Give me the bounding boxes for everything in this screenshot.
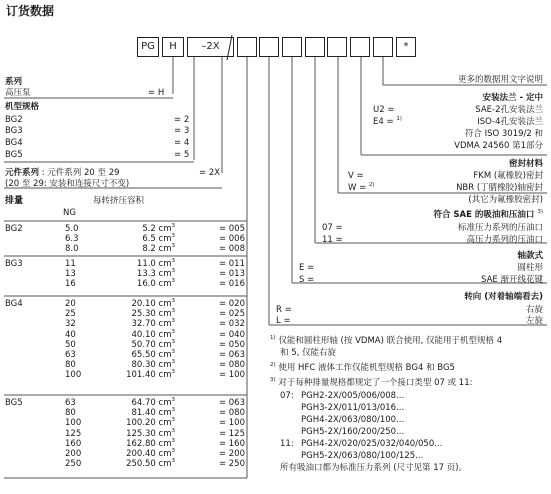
seal-w-text: NBR (丁腈橡胶)轴密封 bbox=[456, 183, 543, 193]
size-bg3-code: = 3 bbox=[174, 126, 190, 136]
port-11-text: 高压力系列的压油口 bbox=[466, 235, 543, 245]
ng-value: 25 bbox=[65, 309, 76, 320]
volume-value: 20.10 $cm^3$ bbox=[131, 298, 175, 309]
size-title: 机型规格 bbox=[5, 102, 40, 112]
component-line1-text: : 元件系列 20 至 29 bbox=[41, 168, 120, 178]
ng-value: 125 bbox=[65, 428, 82, 439]
ng-value: 200 bbox=[65, 449, 82, 460]
displacement-code: = 200 bbox=[218, 449, 245, 460]
displacement-group-bg4 bbox=[5, 299, 245, 381]
group-name bbox=[5, 360, 65, 370]
flange-title: 安装法兰 - 定中 bbox=[482, 93, 543, 103]
size-bg4-code: = 4 bbox=[174, 138, 190, 148]
port-07-code: 07 = bbox=[322, 223, 343, 233]
footnote-2: $^{2)}$ 使用 HFC 液体工作仅能机型规格 BG4 和 BG5 bbox=[270, 362, 455, 373]
table-row bbox=[5, 350, 245, 360]
displacement-code: = 011 bbox=[218, 259, 245, 269]
ng-value: 160 bbox=[65, 438, 82, 449]
group-name: BG4 bbox=[5, 299, 23, 309]
code-box-pg: PG bbox=[137, 37, 159, 57]
flange-u2-text: SAE-2孔安装法兰 bbox=[475, 105, 543, 115]
seal-title: 密封材料 bbox=[508, 159, 543, 169]
shaft-s-text: SAE 渐开线花键 bbox=[481, 275, 543, 285]
group-name bbox=[5, 459, 65, 469]
footnote-3-11-line: PGH5-2X/063/080/100/125... bbox=[301, 451, 424, 461]
table-row bbox=[5, 408, 245, 418]
ng-value: 80 bbox=[65, 360, 76, 371]
footnote-3-07-line: PGH5-2X/160/200/250... bbox=[301, 427, 405, 437]
ng-value: 5.0 bbox=[65, 224, 79, 234]
displacement-code: = 013 bbox=[218, 269, 245, 280]
volume-value: 200.40 $cm^3$ bbox=[126, 448, 175, 460]
footnote-3-last: 所有吸油口都为标准压力系列 (尺寸见第 17 页)。 bbox=[280, 463, 468, 473]
group-name bbox=[5, 418, 65, 428]
size-bg5-code: = 5 bbox=[174, 150, 190, 160]
volume-value: 80.30 $cm^3$ bbox=[131, 359, 175, 371]
size-bg5: BG5 bbox=[5, 150, 23, 160]
volume-value: 65.50 $cm^3$ bbox=[131, 349, 175, 361]
group-name bbox=[5, 319, 65, 329]
table-row bbox=[5, 319, 245, 329]
displacement-group-bg2 bbox=[5, 224, 245, 255]
volume-value: 101.40 $cm^3$ bbox=[126, 369, 175, 381]
more-info-label: 更多的数据用文字说明 bbox=[457, 75, 543, 85]
volume-value: 25.30 $cm^3$ bbox=[131, 308, 175, 320]
footnote-1: $^{1)}$ 仅能和圆柱形轴 (按 VDMA) 联合使用, 仅能用于机型规格 4 和 5, 仅能右旋 bbox=[270, 335, 503, 358]
footnote-3-11-label: 11: bbox=[280, 439, 294, 449]
rotation-title: 转向 (对着轴端看去) bbox=[464, 292, 543, 302]
displacement-code: = 016 bbox=[218, 279, 245, 290]
rotation-l-code: L = bbox=[276, 316, 291, 326]
displacement-code: = 025 bbox=[218, 309, 245, 320]
displacement-code: = 032 bbox=[218, 319, 245, 330]
component-title: 元件系列 bbox=[5, 168, 40, 178]
ng-value: 40 bbox=[65, 329, 76, 340]
ng-value: 80 bbox=[65, 408, 76, 419]
port-07-text: 标准压力系列的压油口 bbox=[457, 223, 543, 233]
ng-value: 20 bbox=[65, 299, 76, 309]
displacement-code: = 040 bbox=[218, 329, 245, 340]
volume-value: 50.70 $cm^3$ bbox=[131, 338, 175, 350]
seal-w-text2: (其它为氟橡胶密封) bbox=[468, 195, 543, 205]
group-name bbox=[5, 370, 65, 380]
shaft-title: 轴款式 bbox=[517, 251, 543, 261]
seal-v-code: V = bbox=[348, 171, 364, 181]
rotation-l-text: 左旋 bbox=[525, 316, 543, 326]
rotation-r-code: R = bbox=[276, 305, 292, 315]
volume-value: 40.10 $cm^3$ bbox=[131, 328, 175, 340]
flange-e4-code: E4 = $^{1)}$ bbox=[373, 116, 402, 127]
displacement-vol-title: 每转挤压容积 bbox=[93, 196, 145, 206]
volume-value: 81.40 $cm^3$ bbox=[131, 407, 175, 419]
ng-value: 100 bbox=[65, 370, 82, 381]
flange-e4-text: ISO-4孔安装法兰 bbox=[477, 117, 543, 127]
group-name bbox=[5, 350, 65, 360]
footnote-3-07-line: PGH2-2X/005/006/008... bbox=[301, 391, 405, 401]
ng-value: 63 bbox=[65, 398, 76, 408]
displacement-code: = 080 bbox=[218, 360, 245, 371]
group-name bbox=[5, 439, 65, 449]
series-item: 高压泵 bbox=[5, 88, 31, 98]
table-row bbox=[5, 224, 245, 234]
volume-value: 100.20 $cm^3$ bbox=[126, 417, 175, 429]
group-name bbox=[5, 429, 65, 439]
flange-e4-text2: 符合 ISO 3019/2 和 bbox=[464, 129, 543, 139]
seal-v-text: FKM (氟橡胶)密封 bbox=[473, 171, 543, 181]
ng-value: 250 bbox=[65, 459, 82, 470]
table-row bbox=[5, 370, 245, 380]
group-name bbox=[5, 269, 65, 279]
table-row bbox=[5, 459, 245, 469]
rotation-r-text: 右旋 bbox=[525, 305, 543, 315]
code-box-h: H bbox=[162, 37, 184, 57]
shaft-e-text: 圆柱形 bbox=[517, 263, 543, 273]
size-bg3: BG3 bbox=[5, 126, 23, 136]
table-row bbox=[5, 299, 245, 309]
volume-value: 162.80 $cm^3$ bbox=[126, 437, 175, 449]
table-row bbox=[5, 244, 245, 254]
ng-value: 63 bbox=[65, 350, 76, 361]
displacement-code: = 160 bbox=[218, 438, 245, 449]
displacement-code: = 125 bbox=[218, 428, 245, 439]
size-bg2-code: = 2 bbox=[174, 115, 190, 125]
shaft-s-code: S = bbox=[299, 275, 315, 285]
ng-value: 11 bbox=[65, 259, 76, 269]
group-name bbox=[5, 408, 65, 418]
group-name bbox=[5, 279, 65, 289]
flange-e4-text3: VDMA 24560 第1部分 bbox=[454, 141, 543, 151]
size-bg2: BG2 bbox=[5, 115, 23, 125]
displacement-code: = 100 bbox=[218, 370, 245, 381]
displacement-code: = 050 bbox=[218, 339, 245, 350]
displacement-group-bg5 bbox=[5, 398, 245, 469]
displacement-code: = 005 bbox=[218, 224, 245, 234]
volume-value: 8.2 $cm^3$ bbox=[142, 243, 175, 255]
table-row bbox=[5, 360, 245, 370]
group-name bbox=[5, 449, 65, 459]
ng-value: 100 bbox=[65, 418, 82, 429]
displacement-code: = 063 bbox=[218, 350, 245, 361]
volume-value: 32.70 $cm^3$ bbox=[131, 318, 175, 330]
table-row bbox=[5, 449, 245, 459]
ng-value: 6.3 bbox=[65, 234, 79, 245]
table-row bbox=[5, 309, 245, 319]
group-name bbox=[5, 330, 65, 340]
displacement-code: = 250 bbox=[218, 459, 245, 470]
table-row bbox=[5, 418, 245, 428]
table-row bbox=[5, 330, 245, 340]
volume-value: 5.2 $cm^3$ bbox=[142, 223, 175, 234]
volume-value: 125.30 $cm^3$ bbox=[126, 427, 175, 439]
seal-w-code: W = $^{2)}$ bbox=[348, 182, 375, 193]
displacement-group-bg3 bbox=[5, 259, 245, 290]
series-code: = H bbox=[148, 88, 165, 98]
flange-u2-code: U2 = bbox=[373, 105, 395, 115]
size-bg4: BG4 bbox=[5, 138, 23, 148]
table-row bbox=[5, 398, 245, 408]
series-title: 系列 bbox=[5, 77, 23, 87]
footnote-3-07-label: 07: bbox=[280, 391, 294, 401]
footnote-3-11-line: PGH4-2X/020/025/032/040/050... bbox=[301, 439, 443, 449]
shaft-e-code: E = bbox=[299, 263, 315, 273]
ng-value: 16 bbox=[65, 279, 76, 290]
group-name: BG3 bbox=[5, 259, 23, 269]
volume-value: 64.70 $cm^3$ bbox=[131, 397, 175, 408]
group-name bbox=[5, 244, 65, 254]
component-line2: (20 至 29: 安装和连接尺寸不变) bbox=[5, 179, 130, 189]
volume-value: 11.0 $cm^3$ bbox=[136, 258, 175, 269]
component-series-line1 bbox=[5, 168, 120, 179]
code-box-more: * bbox=[396, 37, 416, 57]
displacement-code: = 080 bbox=[218, 408, 245, 419]
footnote-3: $^{3)}$ 对于每种排量规格都规定了一个接口类型 07 或 11: bbox=[270, 377, 473, 388]
group-name bbox=[5, 340, 65, 350]
volume-value: 6.5 $cm^3$ bbox=[142, 233, 175, 245]
volume-value: 13.3 $cm^3$ bbox=[136, 268, 175, 280]
footnote-3-07-line: PGH3-2X/011/013/016... bbox=[301, 403, 405, 413]
table-row bbox=[5, 259, 245, 269]
displacement-title: 排量 bbox=[5, 196, 24, 206]
group-name bbox=[5, 309, 65, 319]
page-title: 订货数据 bbox=[6, 4, 55, 18]
group-name bbox=[5, 234, 65, 244]
port-title: 符合 SAE 的吸油和压油口 $^{3)}$ bbox=[433, 209, 543, 220]
group-name: BG5 bbox=[5, 398, 23, 408]
displacement-code: = 008 bbox=[218, 244, 245, 255]
component-code: = 2X bbox=[199, 168, 221, 178]
ng-header: NG bbox=[63, 208, 76, 218]
table-row bbox=[5, 269, 245, 279]
displacement-code: = 100 bbox=[218, 418, 245, 429]
displacement-code: = 020 bbox=[218, 299, 245, 309]
ng-value: 13 bbox=[65, 269, 76, 280]
footnote-3-07-line: PGH4-2X/063/080/100... bbox=[301, 415, 405, 425]
table-row bbox=[5, 234, 245, 244]
table-row bbox=[5, 340, 245, 350]
volume-value: 250.50 $cm^3$ bbox=[126, 458, 175, 470]
table-row bbox=[5, 439, 245, 449]
group-name: BG2 bbox=[5, 224, 23, 234]
ng-value: 32 bbox=[65, 319, 76, 330]
volume-value: 16.0 $cm^3$ bbox=[136, 278, 175, 290]
table-row bbox=[5, 429, 245, 439]
port-11-code: 11 = bbox=[322, 235, 343, 245]
ng-value: 50 bbox=[65, 339, 76, 350]
displacement-code: = 006 bbox=[218, 234, 245, 245]
ng-value: 8.0 bbox=[65, 244, 79, 255]
code-box-series: –2X bbox=[187, 37, 234, 57]
displacement-code: = 063 bbox=[218, 398, 245, 408]
table-row bbox=[5, 279, 245, 289]
